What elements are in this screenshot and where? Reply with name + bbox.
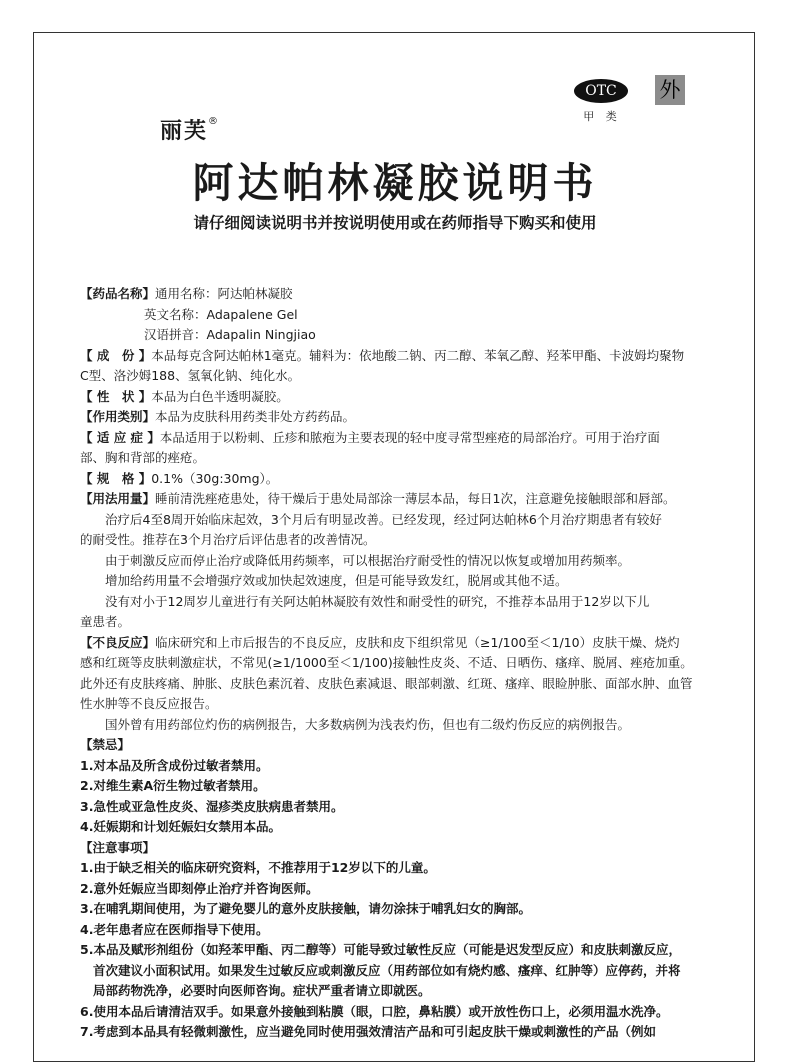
text-line: C型、洛沙姆188、氢氧化钠、纯化水。 — [80, 368, 301, 383]
section-contraindications: 【禁忌】 — [80, 737, 131, 752]
otc-class-label: 甲 类 — [583, 110, 621, 123]
section-label: 【不良反应】 — [80, 634, 156, 650]
text-line: 本品适用于以粉刺、丘疹和脓疱为主要表现的轻中度寻常型痤疮的局部治疗。可用于治疗面 — [159, 429, 660, 445]
text-line: 汉语拼音：Adapalin Ningjiao — [144, 327, 316, 342]
text-line: 由于刺激反应而停止治疗或降低用药频率，可以根据治疗耐受性的情况以恢复或增加用药频率。 — [105, 552, 631, 568]
text-line: 本品为皮肤科用药类非处方药药品。 — [155, 409, 356, 424]
section-ingredients — [80, 346, 718, 367]
text-line: 临床研究和上市后报告的不良反应，皮肤和皮下组织常见（≥1/100至＜1/10）皮肤干燥、烧灼 — [155, 634, 680, 650]
otc-badge: OTC — [574, 79, 628, 103]
document-subtitle: 请仔细阅读说明书并按说明使用或在药师指导下购买和使用 — [193, 214, 597, 232]
section-label: 【 性 状 】 — [80, 388, 152, 404]
section-adverse — [80, 633, 718, 654]
section-label: 【 成 份 】 — [80, 347, 152, 363]
list-item: 3.急性或亚急性皮炎、湿疹类皮肤病患者禁用。 — [80, 798, 344, 814]
section-precautions: 【注意事项】 — [80, 839, 156, 855]
list-item: 1.对本品及所含成份过敏者禁用。 — [80, 757, 269, 773]
section-label: 【药品名称】 — [80, 286, 156, 301]
text-line: 童患者。 — [80, 614, 131, 629]
text-line: 本品每克含阿达帕林1毫克。辅料为：依地酸二钠、丙二醇、苯氧乙醇、羟苯甲酯、卡波姆均聚物 — [151, 347, 685, 363]
section-appearance — [80, 387, 718, 408]
list-item: 1.由于缺乏相关的临床研究资料，不推荐用于12岁以下的儿童。 — [80, 860, 436, 875]
section-label: 【 规 格 】 — [80, 470, 152, 486]
section-label: 【 适 应 症 】 — [80, 429, 160, 445]
text-line: 通用名称：阿达帕林凝胶 — [155, 286, 293, 301]
external-use-badge: 外 — [655, 75, 685, 105]
list-item: 7.考虑到本品具有轻微刺激性，应当避免同时使用强效清洁产品和可引起皮肤干燥或刺激性的产品（例如 — [80, 1024, 656, 1039]
text-line: 没有对小于12周岁儿童进行有关阿达帕林凝胶有效性和耐受性的研究，不推荐本品用于12岁以下儿 — [105, 593, 650, 609]
section-category — [80, 407, 718, 428]
text-line: 性水肿等不良反应报告。 — [80, 696, 218, 711]
list-item: 2.对维生素A衍生物过敏者禁用。 — [80, 778, 266, 793]
text-line: 感和红斑等皮肤刺激症状，不常见(≥1/1000至＜1/100)接触性皮炎、不适、日晒伤、瘙痒、脱屑、痤疮加重。 — [80, 655, 693, 670]
list-item: 3.在哺乳期间使用，为了避免婴儿的意外皮肤接触，请勿涂抹于哺乳妇女的胸部。 — [80, 901, 531, 916]
text-line: 0.1%（30g:30mg）。 — [151, 470, 279, 486]
document-title: 阿达帕林凝胶说明书 — [192, 159, 598, 207]
list-item: 5.本品及赋形剂组份（如羟苯甲酯、丙二醇等）可能导致过敏性反应（可能是迟发型反应）和皮肤刺激反应， — [80, 942, 681, 957]
text-line: 部、胸和背部的痤疮。 — [80, 450, 206, 465]
section-label: 【作用类别】 — [80, 409, 156, 424]
text-line: 此外还有皮肤疼痛、肿胀、皮肤色素沉着、皮肤色素减退、眼部刺激、红斑、瘙痒、眼睑肿胀、面部水肿、血管 — [80, 675, 693, 691]
list-item: 4.妊娠期和计划妊娠妇女禁用本品。 — [80, 819, 281, 834]
text-line: 增加给药用量不会增强疗效或加快起效速度，但是可能导致发红，脱屑或其他不适。 — [105, 573, 568, 588]
text-line: 本品为白色半透明凝胶。 — [151, 388, 289, 404]
leaflet-body — [80, 284, 718, 1043]
section-spec — [80, 469, 718, 490]
text-line: 睡前清洗痤疮患处，待干燥后于患处局部涂一薄层本品，每日1次，注意避免接触眼部和唇部。 — [155, 491, 676, 506]
section-drug-name — [80, 284, 718, 305]
brand-logo: 丽芙® — [160, 116, 221, 144]
text-line: 国外曾有用药部位灼伤的病例报告，大多数病例为浅表灼伤，但也有二级灼伤反应的病例报告。 — [105, 716, 631, 732]
section-indication — [80, 428, 718, 449]
list-item: 4.老年患者应在医师指导下使用。 — [80, 921, 269, 937]
list-item-continuation: 首次建议小面积试用。如果发生过敏反应或刺激反应（用药部位如有烧灼感、瘙痒、红肿等）应停药，并将 — [93, 962, 681, 978]
text-line: 的耐受性。推荐在3个月治疗后评估患者的改善情况。 — [80, 532, 376, 547]
text-line: 英文名称：Adapalene Gel — [144, 306, 298, 322]
section-usage — [80, 489, 718, 510]
section-label: 【用法用量】 — [80, 491, 156, 506]
text-line: 治疗后4至8周开始临床起效，3个月后有明显改善。已经发现，经过阿达帕林6个月治疗期患者有较好 — [105, 511, 662, 527]
list-item: 2.意外妊娠应当即刻停止治疗并咨询医师。 — [80, 880, 319, 896]
list-item: 6.使用本品后请清洁双手。如果意外接触到粘膜（眼，口腔，鼻粘膜）或开放性伤口上，必须用温水洗净。 — [80, 1003, 669, 1019]
list-item-continuation: 局部药物洗净，必要时向医师咨询。症状严重者请立即就医。 — [93, 983, 431, 998]
